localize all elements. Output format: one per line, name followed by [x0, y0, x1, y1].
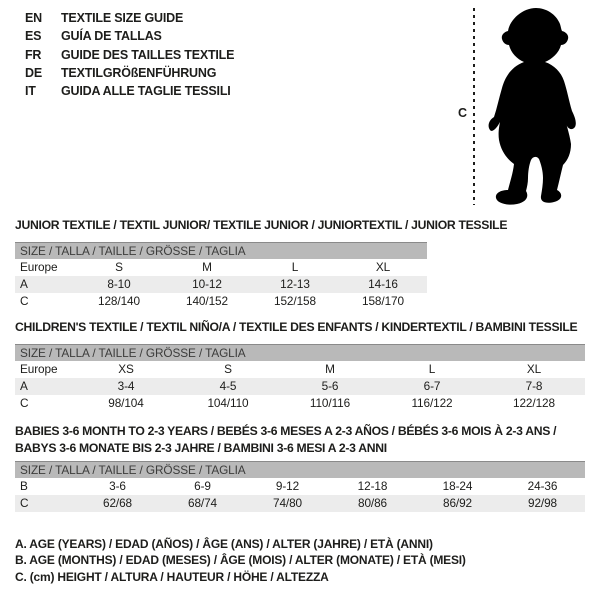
value-cell: 98/104	[108, 396, 144, 410]
value-cell: S	[224, 362, 232, 376]
row-label-cell: C	[20, 496, 29, 510]
language-list	[25, 9, 234, 100]
language-title: TEXTILE SIZE GUIDE	[61, 11, 184, 25]
language-title: TEXTILGRÖßENFÜHRUNG	[61, 65, 217, 80]
language-code: FR	[25, 47, 42, 62]
value-cell: 152/158	[274, 294, 316, 308]
value-cell: 9-12	[275, 479, 300, 493]
row-label-cell: A	[20, 379, 28, 393]
value-cell: L	[428, 362, 436, 376]
section-title-children: CHILDREN'S TEXTILE / TEXTIL NIÑO/A / TEXTILE DES ENFANTS / KINDERTEXTIL / BAMBINI TESSILE	[15, 320, 578, 334]
legend-note-c: C. (cm) HEIGHT / ALTURA / HAUTEUR / HÖHE / ALTEZZA	[15, 569, 329, 584]
value-cell: M	[202, 260, 212, 274]
value-cell: S	[115, 260, 123, 274]
value-cell: 12-13	[280, 277, 310, 291]
value-cell: 86/92	[442, 496, 473, 510]
value-cell: 5-6	[321, 379, 339, 393]
value-cell: XL	[375, 260, 391, 274]
section-title-junior: JUNIOR TEXTILE / TEXTIL JUNIOR/ TEXTILE JUNIOR / JUNIORTEXTIL / JUNIOR TESSILE	[15, 218, 508, 232]
row-label-cell: Europe	[20, 260, 58, 274]
value-cell: 104/110	[207, 396, 249, 410]
table-row	[15, 478, 585, 495]
value-cell: 92/98	[527, 496, 558, 510]
language-code: ES	[25, 29, 42, 44]
legend-notes	[15, 536, 466, 585]
value-cell: 10-12	[192, 277, 222, 291]
size-table-babies	[15, 461, 585, 512]
table-row	[15, 276, 427, 293]
table-header-bar: SIZE / TALLA / TAILLE / GRÖSSE / TAGLIA	[15, 242, 427, 259]
value-cell: 6-9	[194, 479, 211, 493]
language-row-fr	[25, 46, 234, 64]
language-code: EN	[25, 11, 42, 25]
row-label-cell: A	[20, 277, 28, 291]
size-table-junior	[15, 242, 427, 310]
value-cell: 62/68	[102, 496, 133, 510]
table-row	[15, 361, 585, 378]
value-cell: 24-36	[527, 479, 558, 493]
value-cell: 110/116	[309, 396, 351, 410]
value-cell: 6-7	[423, 379, 441, 393]
value-cell: 122/128	[513, 396, 555, 410]
table-header-bar: SIZE / TALLA / TAILLE / GRÖSSE / TAGLIA	[15, 344, 585, 361]
value-cell: 116/122	[411, 396, 453, 410]
value-cell: 14-16	[368, 277, 398, 291]
value-cell: 128/140	[98, 294, 140, 308]
value-cell: L	[291, 260, 299, 274]
value-cell: M	[325, 362, 335, 376]
value-cell: 3-6	[109, 479, 126, 493]
legend-note-b: B. AGE (MONTHS) / EDAD (MESES) / ÂGE (MOIS) / ALTER (MONATE) / ETÀ (MESI)	[15, 553, 466, 568]
value-cell: 80/86	[357, 496, 388, 510]
value-cell: XL	[526, 362, 542, 376]
value-cell: 158/170	[362, 294, 404, 308]
language-row-de	[25, 64, 234, 82]
value-cell: 3-4	[117, 379, 135, 393]
value-cell: 18-24	[442, 479, 473, 493]
language-row-en	[25, 9, 234, 27]
language-code: DE	[25, 65, 42, 80]
value-cell: 7-8	[525, 379, 543, 393]
section-title-babies: BABIES 3-6 MONTH TO 2-3 YEARS / BEBÉS 3-6 MESES A 2-3 AÑOS / BÉBÉS 3-6 MOIS À 2-3 ANS / BABYS 3-6 MONATE BIS 2-3 JAHRE / BAMBINI 3-6 MESI A 2-3 ANNI	[15, 424, 557, 455]
value-cell: 8-10	[107, 277, 131, 291]
table-row	[15, 259, 427, 276]
table-row	[15, 293, 427, 310]
table-row	[15, 495, 585, 512]
value-cell: 140/152	[186, 294, 228, 308]
language-code: IT	[25, 84, 36, 99]
language-title: GUÍA DE TALLAS	[61, 29, 162, 44]
language-row-it	[25, 82, 234, 100]
table-row	[15, 395, 585, 412]
row-label-cell: C	[20, 294, 29, 308]
value-cell: 12-18	[357, 479, 388, 493]
value-cell: XS	[118, 362, 134, 376]
row-label-cell: Europe	[20, 362, 58, 376]
language-row-es	[25, 27, 234, 45]
height-measure-label: C	[457, 106, 468, 120]
language-title: GUIDA ALLE TAGLIE TESSILI	[61, 84, 231, 99]
value-cell: 74/80	[272, 496, 303, 510]
table-header-bar: SIZE / TALLA / TAILLE / GRÖSSE / TAGLIA	[15, 461, 585, 478]
value-cell: 68/74	[187, 496, 218, 510]
baby-silhouette-icon	[483, 6, 588, 206]
legend-note-a: A. AGE (YEARS) / EDAD (AÑOS) / ÂGE (ANS) / ALTER (JAHRE) / ETÀ (ANNI)	[15, 537, 433, 551]
language-title: GUIDE DES TAILLES TEXTILE	[61, 47, 235, 62]
row-label-cell: B	[20, 479, 28, 493]
size-table-children	[15, 344, 585, 412]
value-cell: 4-5	[219, 379, 237, 393]
row-label-cell: C	[20, 396, 29, 410]
table-row	[15, 378, 585, 395]
height-measure-dashed-line	[473, 8, 475, 205]
